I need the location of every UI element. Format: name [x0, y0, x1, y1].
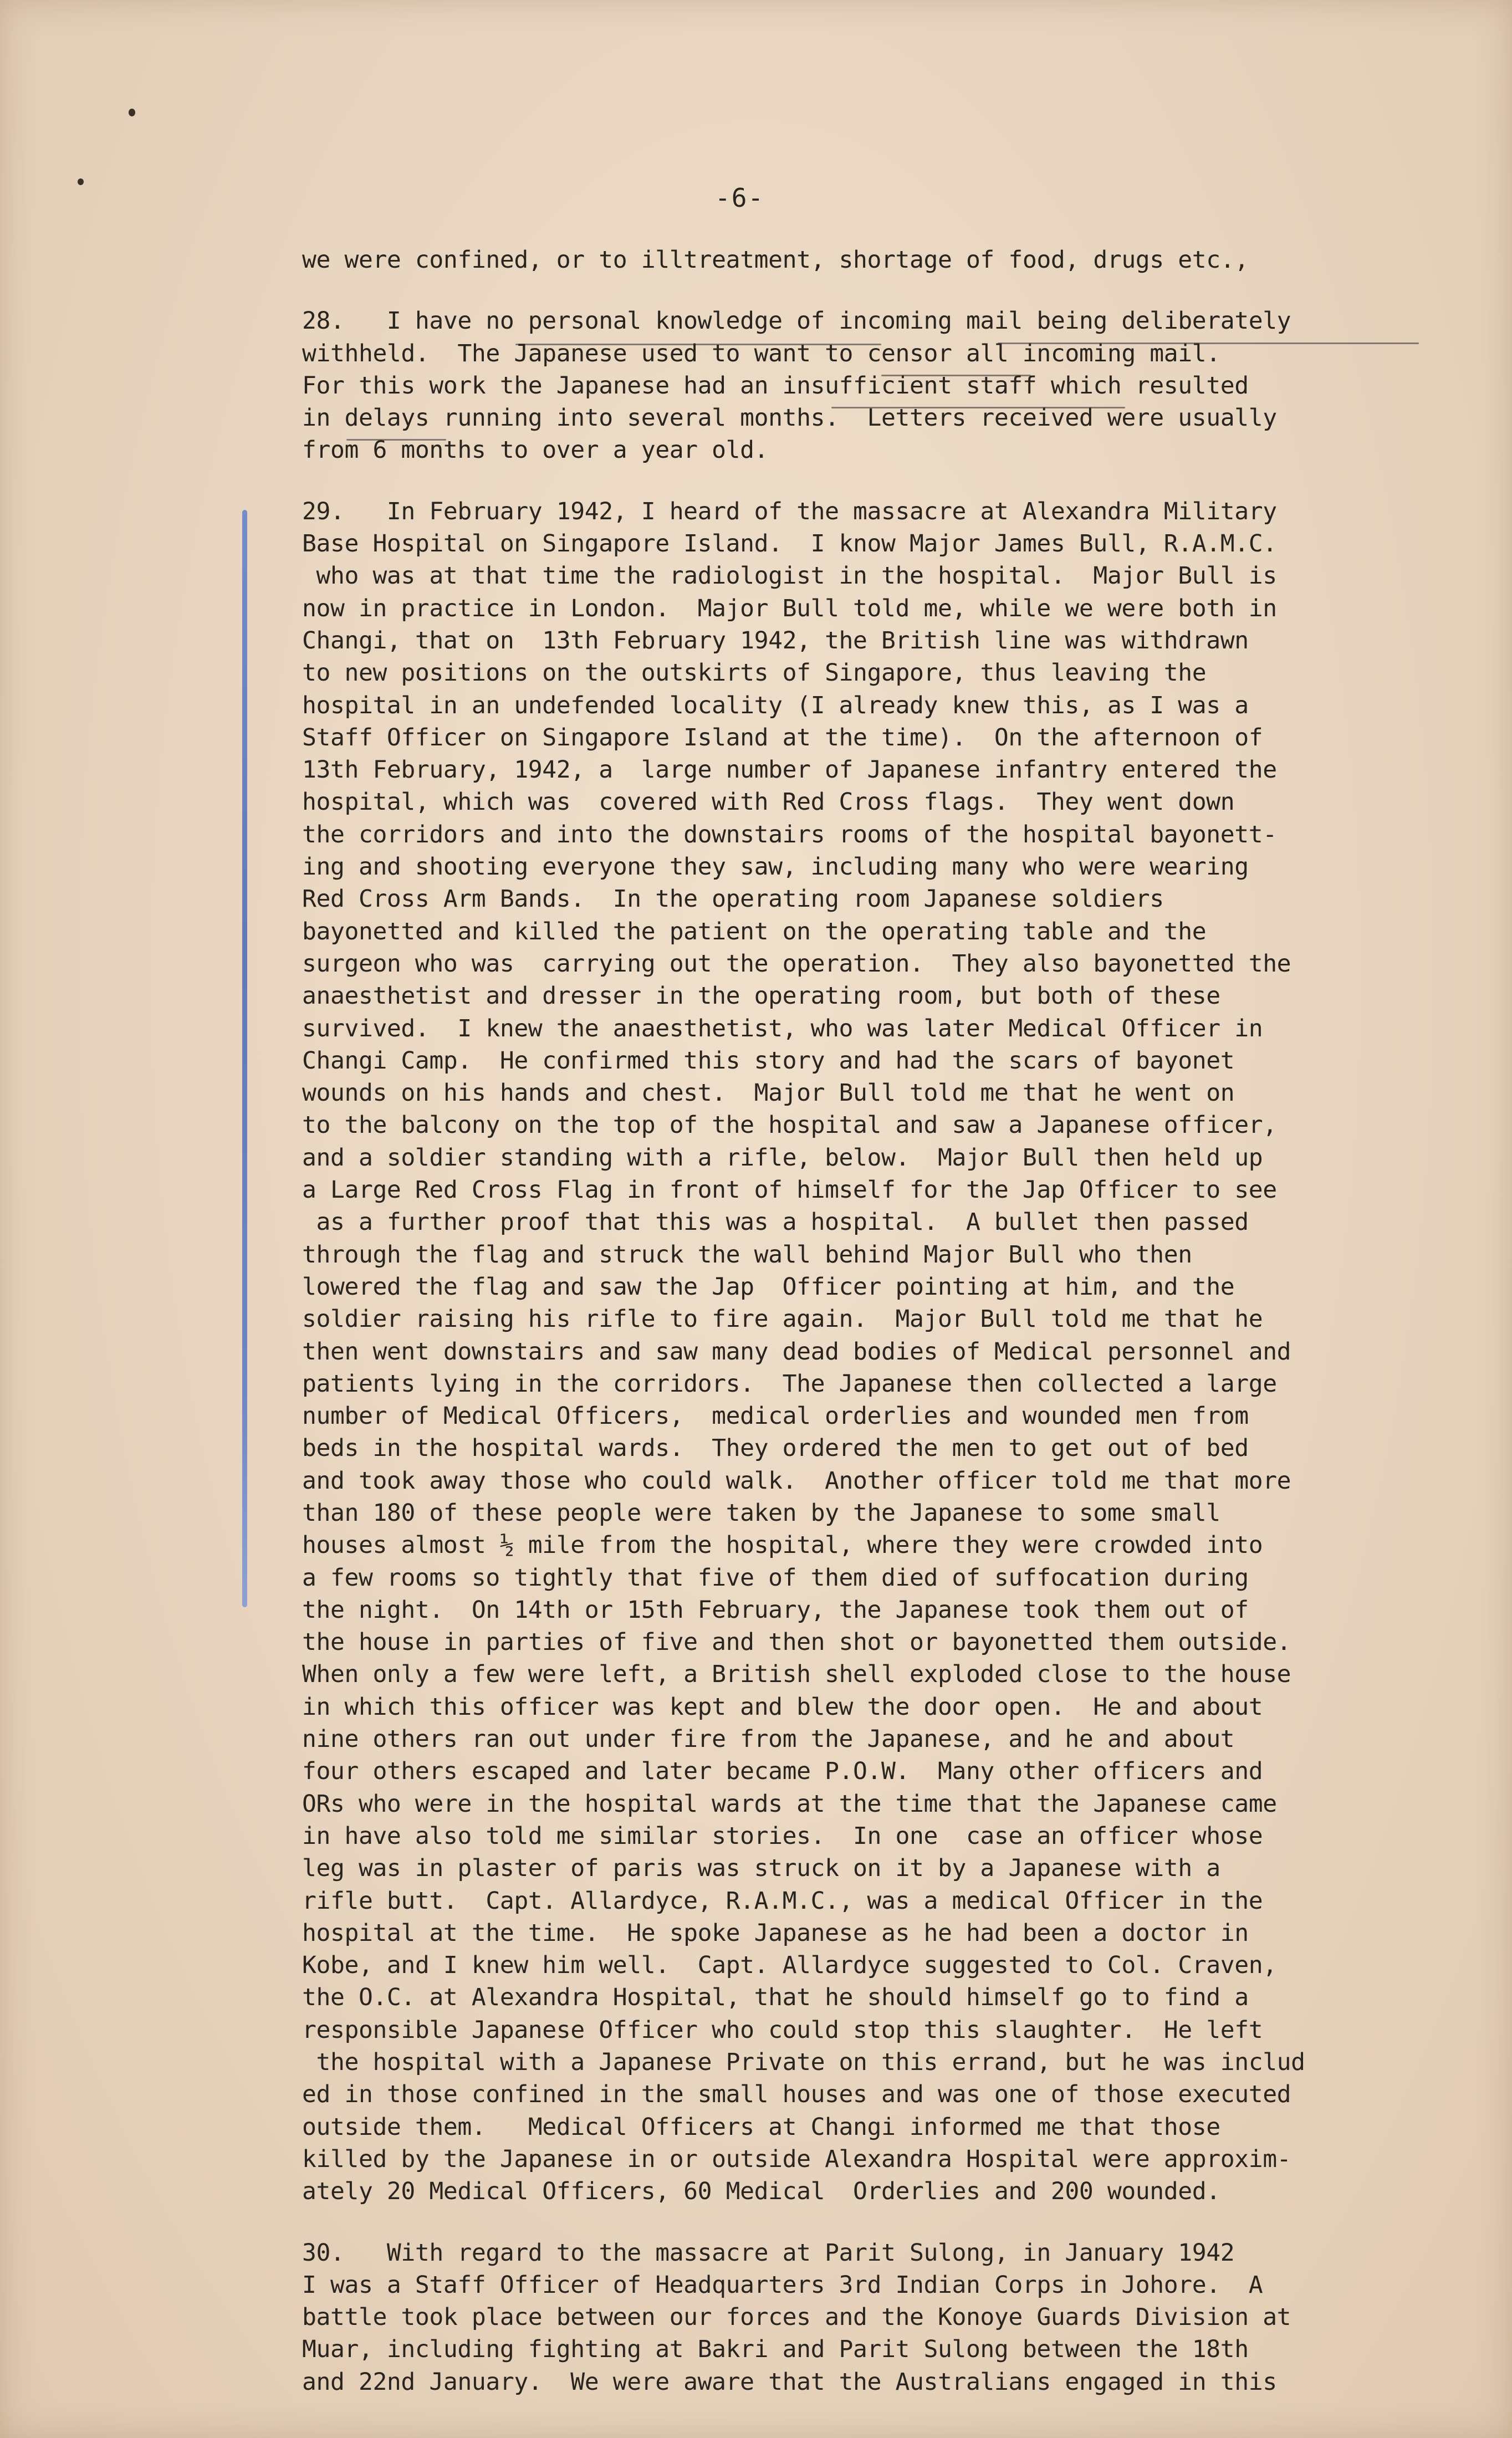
text-line: hospital, which was covered with Red Cross flags. They went down — [302, 788, 1235, 816]
text-line: ing and shooting everyone they saw, including many who were wearing — [302, 853, 1249, 881]
text-line: through the flag and struck the wall behind Major Bull who then — [302, 1240, 1192, 1269]
text-line: Muar, including fighting at Bakri and Parit Sulong between the 18th — [302, 2335, 1249, 2364]
body-text — [302, 244, 1416, 2398]
text-line: to the balcony on the top of the hospital and saw a Japanese officer, — [302, 1111, 1277, 1139]
text-line: Changi Camp. He confirmed this story and had the scars of bayonet — [302, 1046, 1235, 1075]
text-line: 28. I have no personal knowledge of incoming mail being deliberately — [302, 307, 1291, 335]
text-line: and 22nd January. We were aware that the Australians engaged in this — [302, 2368, 1277, 2396]
text-line: Staff Officer on Singapore Island at the time). On the afternoon of — [302, 723, 1263, 752]
text-line: now in practice in London. Major Bull told me, while we were both in — [302, 594, 1277, 622]
text-line: the house in parties of five and then shot or bayonetted them outside. — [302, 1628, 1291, 1657]
text-line: lowered the flag and saw the Jap Officer pointing at him, and the — [302, 1272, 1235, 1301]
text-line: soldier raising his rifle to fire again. Major Bull told me that he — [302, 1305, 1263, 1333]
text-line: survived. I knew the anaesthetist, who was later Medical Officer in — [302, 1014, 1263, 1042]
text-line: I was a Staff Officer of Headquarters 3rd Indian Corps in Johore. A — [302, 2271, 1263, 2299]
text-line: ately 20 Medical Officers, 60 Medical Orderlies and 200 wounded. — [302, 2178, 1220, 2206]
text-line: as a further proof that this was a hospital. A bullet then passed — [302, 1208, 1249, 1236]
text-line: ORs who were in the hospital wards at the time that the Japanese came — [302, 1790, 1277, 1818]
text-line: responsible Japanese Officer who could stop this slaughter. He left — [302, 2016, 1263, 2044]
text-line: we were confined, or to illtreatment, shortage of food, drugs etc., — [302, 246, 1249, 274]
text-line: the hospital with a Japanese Private on this errand, but he was includ — [302, 2048, 1305, 2077]
text-line: Base Hospital on Singapore Island. I know Major James Bull, R.A.M.C. — [302, 530, 1277, 558]
text-line: hospital in an undefended locality (I already knew this, as I was a — [302, 691, 1249, 719]
text-line: outside them. Medical Officers at Changi informed me that those — [302, 2113, 1220, 2141]
text-line: patients lying in the corridors. The Japanese then collected a large — [302, 1369, 1277, 1398]
text-line: in which this officer was kept and blew the door open. He and about — [302, 1693, 1263, 1721]
text-line: from 6 months to over a year old. — [302, 436, 769, 464]
text-line: number of Medical Officers, medical orderlies and wounded men from — [302, 1402, 1249, 1430]
paragraph-gap — [302, 2208, 1416, 2237]
text-line: leg was in plaster of paris was struck on it by a Japanese with a — [302, 1854, 1220, 1883]
margin-marker-line — [242, 510, 247, 1607]
text-line: the corridors and into the downstairs rooms of the hospital bayonett- — [302, 820, 1277, 849]
text-line: 29. In February 1942, I heard of the massacre at Alexandra Military — [302, 497, 1277, 525]
text-line: rifle butt. Capt. Allardyce, R.A.M.C., was a medical Officer in the — [302, 1887, 1263, 1915]
text-line: killed by the Japanese in or outside Alexandra Hospital were approxim- — [302, 2145, 1291, 2173]
text-line: the O.C. at Alexandra Hospital, that he should himself go to find a — [302, 1984, 1249, 2012]
page-number: -6- — [715, 183, 765, 213]
text-line: who was at that time the radiologist in the hospital. Major Bull is — [302, 562, 1277, 590]
text-line: Red Cross Arm Bands. In the operating room Japanese soldiers — [302, 885, 1164, 913]
text-line: and took away those who could walk. Another officer told me that more — [302, 1466, 1291, 1495]
text-line: than 180 of these people were taken by the Japanese to some small — [302, 1499, 1220, 1527]
paragraph-gap — [302, 467, 1416, 495]
text-line: hospital at the time. He spoke Japanese as he had been a doctor in — [302, 1919, 1249, 1947]
text-line: nine others ran out under fire from the Japanese, and he and about — [302, 1725, 1235, 1754]
text-line: For this work the Japanese had an insufficient staff which resulted — [302, 371, 1249, 400]
text-line: Kobe, and I knew him well. Capt. Allardyce suggested to Col. Craven, — [302, 1951, 1277, 1980]
text-line: the night. On 14th or 15th February, the Japanese took them out of — [302, 1596, 1249, 1624]
text-line: 30. With regard to the massacre at Parit Sulong, in January 1942 — [302, 2238, 1235, 2267]
punch-hole-mark — [78, 178, 84, 185]
text-line: to new positions on the outskirts of Singapore, thus leaving the — [302, 659, 1207, 687]
text-line: ed in those confined in the small houses and was one of those executed — [302, 2081, 1291, 2109]
text-line: a few rooms so tightly that five of them died of suffocation during — [302, 1563, 1249, 1592]
text-line: houses almost ½ mile from the hospital, where they were crowded into — [302, 1531, 1263, 1560]
text-line: Changi, that on 13th February 1942, the British line was withdrawn — [302, 626, 1249, 655]
text-line: anaesthetist and dresser in the operating room, but both of these — [302, 982, 1220, 1010]
text-line: When only a few were left, a British shell exploded close to the house — [302, 1660, 1291, 1689]
text-line: in delays running into several months. Letters received were usually — [302, 404, 1277, 432]
paragraph-gap — [302, 276, 1416, 305]
text-line: wounds on his hands and chest. Major Bull told me that he went on — [302, 1079, 1235, 1107]
text-line: surgeon who was carrying out the operation. They also bayonetted the — [302, 949, 1291, 978]
text-line: then went downstairs and saw many dead bodies of Medical personnel and — [302, 1337, 1291, 1366]
text-line: bayonetted and killed the patient on the operating table and the — [302, 917, 1207, 945]
text-line: four others escaped and later became P.O.W. Many other officers and — [302, 1757, 1263, 1786]
text-line: a Large Red Cross Flag in front of himself for the Jap Officer to see — [302, 1176, 1277, 1204]
text-line: and a soldier standing with a rifle, below. Major Bull then held up — [302, 1143, 1263, 1172]
punch-hole-mark — [129, 109, 135, 116]
text-line: withheld. The Japanese used to want to censor all incoming mail. — [302, 339, 1220, 367]
text-line: 13th February, 1942, a large number of Japanese infantry entered the — [302, 756, 1277, 784]
text-line: beds in the hospital wards. They ordered the men to get out of bed — [302, 1434, 1249, 1463]
text-line: battle took place between our forces and the Konoye Guards Division at — [302, 2303, 1291, 2332]
text-line: in have also told me similar stories. In one case an officer whose — [302, 1822, 1263, 1850]
